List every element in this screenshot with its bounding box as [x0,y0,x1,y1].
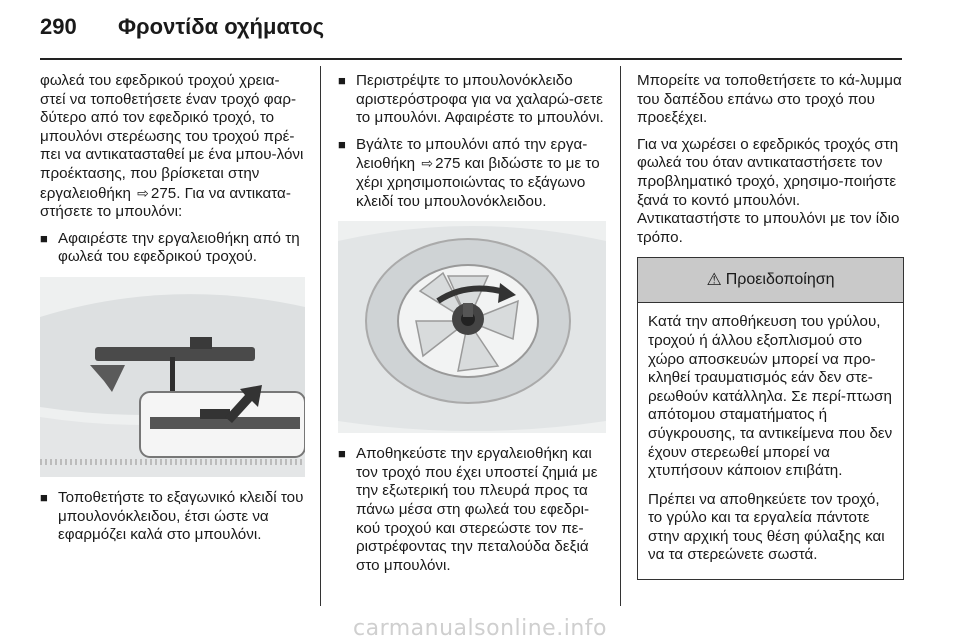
column-divider [620,66,621,606]
list-item-text: Τοποθετήστε το εξαγωνικό κλειδί του μπουλονόκλειδου, έτσι ώστε να εφαρμόζει καλά στο μπουλόνι. [58,488,304,544]
bullet-icon: ■ [338,73,346,88]
watermark: carmanualsonline.info [353,616,607,641]
bullet-icon: ■ [338,446,346,462]
list-item [40,230,305,267]
intro-text: φωλεά του εφεδρικού τροχού χρεια-στεί να τοποθετήσετε έναν τροχό φαρ-δύτερο από τον εφεδρικό τροχό, το μπουλόνι στερέωσης του τροχού πρέ-πει να αντικατασταθεί με ένα μπου-λόνι προέκτασης, που βρίσκεται στην εργαλειοθήκη [40,72,304,202]
warning-header [638,258,903,303]
list-item-text: Περιστρέψτε το μπουλονόκλειδο αριστερόστροφα για να χαλαρώ-σετε το μπουλόνι. Αφαιρέστε το μπουλόνι. [356,72,604,127]
bullet-icon: ■ [40,489,48,505]
column-1 [40,72,305,553]
intro-paragraph [40,72,305,222]
intro-ref-text: 275. Για να αντικατα-στήσετε το μπουλόνι: [40,184,291,221]
header-rule [40,58,902,60]
list-item-text: 275 και βιδώστε το με το χέρι χρησιμοποιώντας το εξάγωνο κλειδί του μπουλονόκλειδου. [356,155,600,210]
bullet-icon: ■ [338,136,346,152]
page-title: Φροντίδα οχήματος [118,14,325,39]
list-item [338,72,606,128]
page-ref-arrow-icon: ⇨ [137,184,149,201]
bullet-icon: ■ [40,230,48,246]
page-header [0,0,960,56]
list-item [338,136,606,211]
list-item [40,489,305,545]
paragraph: Για να χωρέσει ο εφεδρικός τροχός στη φωλεά του όταν αντικαταστήσετε τον προβληματικό τροχό, χρησιμο-ποιήστε ξανά το κοντό μπουλόνι. Αντικαταστήστε το μπουλόνι με τον ίδιο τρόπο. [637,135,900,246]
page-ref-arrow-icon: ⇨ [421,155,434,172]
list-item-text: Βγάλτε το μπουλόνι από την εργα-λειοθήκη [356,135,588,173]
list-item [338,445,606,575]
spare-wheel-illustration [338,221,606,433]
page-number: 290 [40,14,77,39]
column-3 [637,72,904,580]
warning-text: Κατά την αποθήκευση του γρύλου, τροχού ή άλλου εξοπλισμού στο χώρο αποσκευών μπορεί να προ-κληθεί τραυματισμός εάν δεν στε-ρεωθούν κατάλληλα. Σε περί-πτωση απότομου σταματήματος ή σύγκρουσης, τα αντικείμενα που δεν έχουν στερεωθεί μπορεί να χτυπήσουν κάποιον επιβάτη. [648,313,893,480]
column-divider [320,66,321,606]
warning-box [637,257,904,580]
toolkit-illustration [40,277,305,477]
list-item-text: Αποθηκεύστε την εργαλειοθήκη και τον τροχό που έχει υποστεί ζημιά με την εξωτερική του πλευρά προς τα πάνω μέσα στη φωλεά του εφεδρι-κού τροχού και στερεώστε τον πε-ριστρέφοντας την πεταλούδα δεξιά στο μπουλόνι. [356,445,598,574]
warning-text: Πρέπει να αποθηκεύετε τον τροχό, το γρύλο και τα εργαλεία πάντοτε στην αρχική τους θέση φύλαξης και να τα στερεώνετε σωστά. [648,490,885,564]
column-2 [338,72,606,583]
warning-icon: ⚠ [706,270,722,290]
list-item-text: Αφαιρέστε την εργαλειοθήκη από τη φωλεά του εφεδρικού τροχού. [58,229,300,266]
warning-title: Προειδοποίηση [725,271,835,289]
warning-body [638,303,903,579]
paragraph: Μπορείτε να τοποθετήσετε το κά-λυμμα του δαπέδου επάνω στο τροχό που προεξέχει. [637,72,902,127]
